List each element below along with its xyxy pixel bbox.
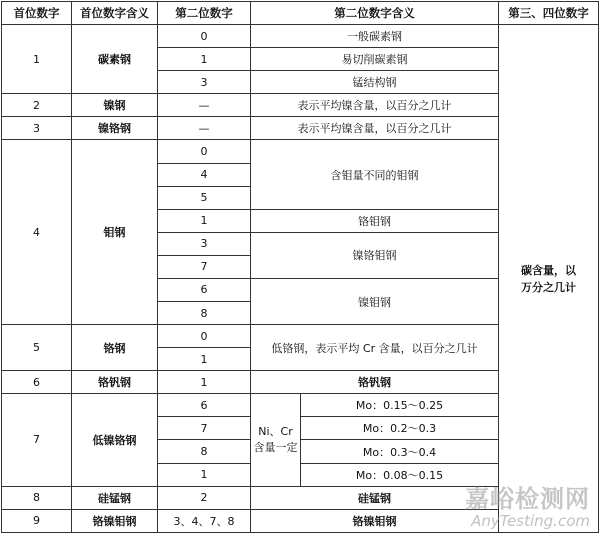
second-meaning-cell: 镍钼钢 [251,278,499,324]
first-digit-cell: 6 [2,371,72,394]
mo-range-cell: Mo：0.15～0.25 [301,394,499,417]
mo-range-cell: Mo：0.3～0.4 [301,440,499,463]
second-digit-cell: — [158,94,251,117]
second-digit-cell: 0 [158,325,251,348]
steel-type-cell: 铬钢 [72,325,158,371]
second-digit-cell: 8 [158,302,251,325]
first-digit-cell: 8 [2,486,72,509]
second-digit-cell: 1 [158,348,251,371]
header-third-fourth: 第三、四位数字 [499,2,599,25]
second-digit-cell: 1 [158,371,251,394]
second-digit-cell: 3、4、7、8 [158,509,251,532]
second-digit-cell: 3 [158,232,251,255]
steel-type-cell: 镍铬钢 [72,117,158,140]
header-second-digit: 第二位数字 [158,2,251,25]
second-digit-cell: 1 [158,209,251,232]
table-row [2,25,599,48]
steel-type-cell: 硅锰钢 [72,486,158,509]
header-first-meaning: 首位数字含义 [72,2,158,25]
watermark [465,479,590,530]
first-digit-cell: 4 [2,140,72,325]
second-digit-cell: 4 [158,163,251,186]
steel-type-cell: 低镍铬钢 [72,394,158,486]
second-meaning-cell: 镍铬钼钢 [251,232,499,278]
second-digit-cell: 1 [158,463,251,486]
steel-numbering-table [1,1,599,533]
watermark-en: AnyTesting.com [471,512,590,530]
third-fourth-line: 万分之几计 [521,280,576,294]
steel-type-cell: 碳素钢 [72,25,158,94]
second-digit-cell: — [158,117,251,140]
second-digit-cell: 8 [158,440,251,463]
second-digit-cell: 0 [158,140,251,163]
watermark-cn: 嘉峪检测网 [465,485,590,513]
second-meaning-cell: 易切削碳素钢 [251,48,499,71]
steel-type-cell: 铬钒钢 [72,371,158,394]
header-first-digit: 首位数字 [2,2,72,25]
third-fourth-line: 碳含量，以 [521,263,576,277]
second-meaning-cell: 含钼量不同的钼钢 [251,140,499,209]
second-meaning-cell: 表示平均镍含量，以百分之几计 [251,94,499,117]
first-digit-cell: 5 [2,325,72,371]
mo-range-cell: Mo：0.08～0.15 [301,463,499,486]
header-second-meaning: 第二位数字含义 [251,2,499,25]
second-meaning-cell: 一般碳素钢 [251,25,499,48]
second-digit-cell: 2 [158,486,251,509]
ni-cr-note-line: 含量一定 [253,440,298,454]
second-digit-cell: 7 [158,417,251,440]
ni-cr-note-line: Ni、Cr [258,424,293,438]
second-meaning-cell: 表示平均镍含量，以百分之几计 [251,117,499,140]
second-digit-cell: 5 [158,186,251,209]
second-digit-cell: 6 [158,278,251,301]
second-meaning-cell: 低铬钢，表示平均 Cr 含量，以百分之几计 [251,325,499,371]
second-meaning-cell: 铬钒钢 [251,371,499,394]
first-digit-cell: 2 [2,94,72,117]
second-meaning-cell: 铬镍钼钢 [251,509,499,532]
steel-type-cell: 钼钢 [72,140,158,325]
first-digit-cell: 3 [2,117,72,140]
second-digit-cell: 6 [158,394,251,417]
steel-type-cell: 镍钢 [72,94,158,117]
ni-cr-note-cell [251,394,301,486]
first-digit-cell: 9 [2,509,72,532]
second-meaning-cell: 锰结构钢 [251,71,499,94]
second-meaning-cell: 铬钼钢 [251,209,499,232]
first-digit-cell: 1 [2,25,72,94]
first-digit-cell: 7 [2,394,72,486]
mo-range-cell: Mo：0.2～0.3 [301,417,499,440]
header-row [2,2,599,25]
second-digit-cell: 1 [158,48,251,71]
second-digit-cell: 3 [158,71,251,94]
second-digit-cell: 0 [158,25,251,48]
second-digit-cell: 7 [158,255,251,278]
steel-type-cell: 铬镍钼钢 [72,509,158,532]
second-meaning-cell: 硅锰钢 [251,486,499,509]
third-fourth-meaning-cell [499,25,599,533]
